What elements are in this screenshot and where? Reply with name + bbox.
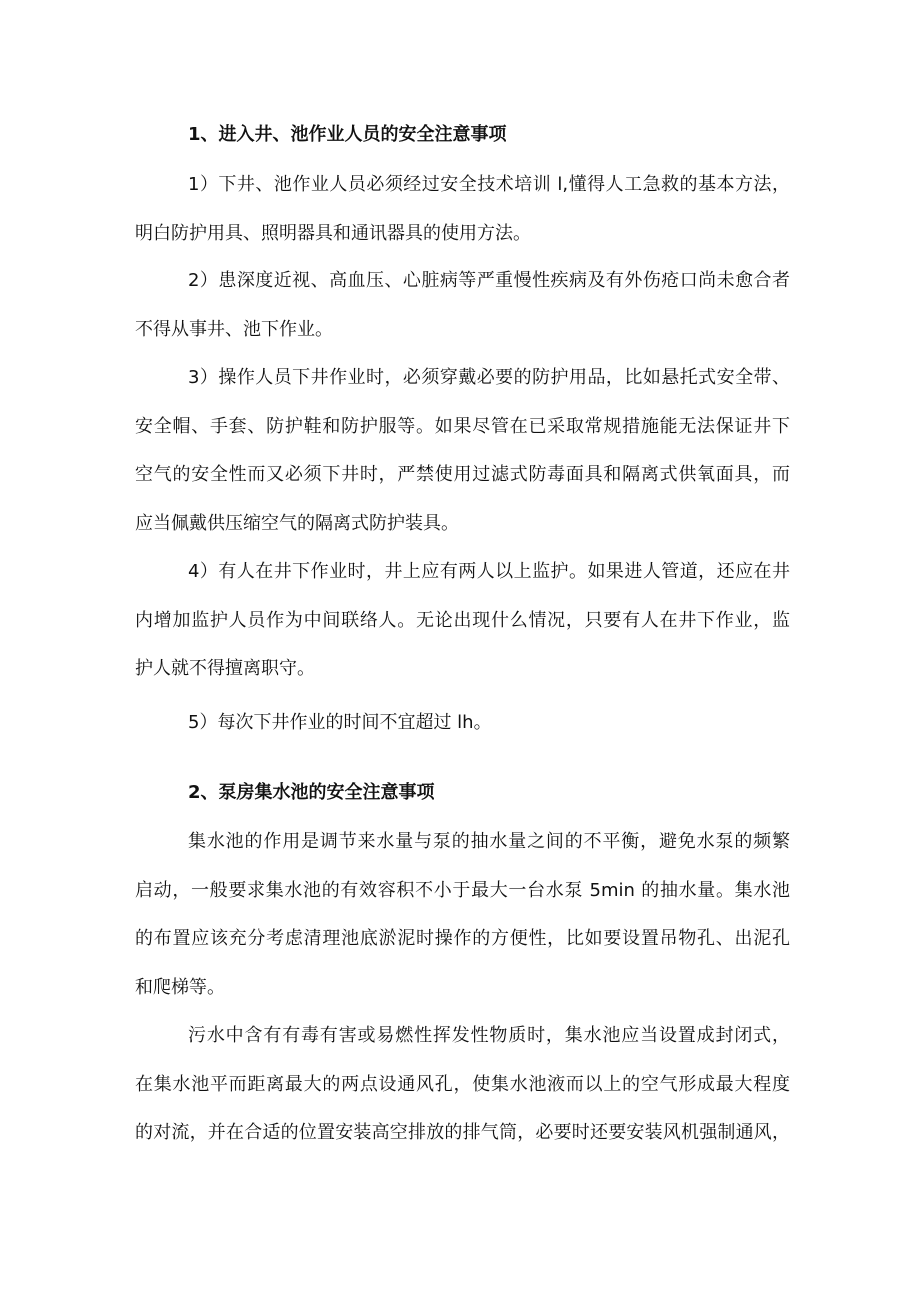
item-4-line-2: 内增加监护人员作为中间联络人。无论出现什么情况，只要有人在井下作业，监 [135,610,790,631]
para-2-line-3: 的对流，并在合适的位置安装高空排放的排气筒，必要时还要安装风机强制通风， [135,1122,790,1143]
item-2-line-1: 2）患深度近视、高血压、心脏病等严重慢性疾病及有外伤疮口尚未愈合者 [188,270,790,291]
para-1-line-3: 的布置应该充分考虑清理池底淤泥时操作的方便性，比如要设置吊物孔、出泥孔 [135,928,790,949]
item-3-line-3: 空气的安全性而又必须下井时，严禁使用过滤式防毒面具和隔离式供氧面具，而 [135,464,790,485]
item-3-line-2: 安全帽、手套、防护鞋和防护服等。如果尽管在已采取常规措施能无法保证井下 [135,416,790,437]
item-2-line-2: 不得从事井、池下作业。 [135,319,333,340]
item-4-line-3: 护人就不得擅离职守。 [135,658,315,679]
para-2-line-2: 在集水池平而距离最大的两点设通风孔，使集水池液而以上的空气形成最大程度 [135,1074,790,1095]
para-2-line-1: 污水中含有有毒有害或易燃性挥发性物质时，集水池应当设置成封闭式， [188,1025,790,1046]
para-1-line-2: 启动，一般要求集水池的有效容积不小于最大一台水泵 5min 的抽水量。集水池 [135,880,790,901]
para-1-line-1: 集水池的作用是调节来水量与泵的抽水量之间的不平衡，避免水泵的频繁 [188,831,790,852]
item-5-line-1: 5）每次下井作业的时间不宜超过 lh。 [188,712,492,733]
section-title-2: 2、泵房集水池的安全注意事项 [188,782,435,803]
item-1-line-2: 明白防护用具、照明器具和通讯器具的使用方法。 [135,223,531,244]
item-3-line-4: 应当佩戴供压缩空气的隔离式防护装具。 [135,513,459,534]
para-1-line-4: 和爬梯等。 [135,977,225,998]
item-3-line-1: 3）操作人员下井作业时，必须穿戴必要的防护用品，比如悬托式安全带、 [188,367,790,388]
section-title-1: 1、进入井、池作业人员的安全注意事项 [188,124,507,145]
item-1-line-1: 1）下井、池作业人员必须经过安全技术培训 l,懂得人工急救的基本方法， [188,174,790,195]
item-4-line-1: 4）有人在井下作业时，井上应有两人以上监护。如果进人管道，还应在井 [188,561,790,582]
